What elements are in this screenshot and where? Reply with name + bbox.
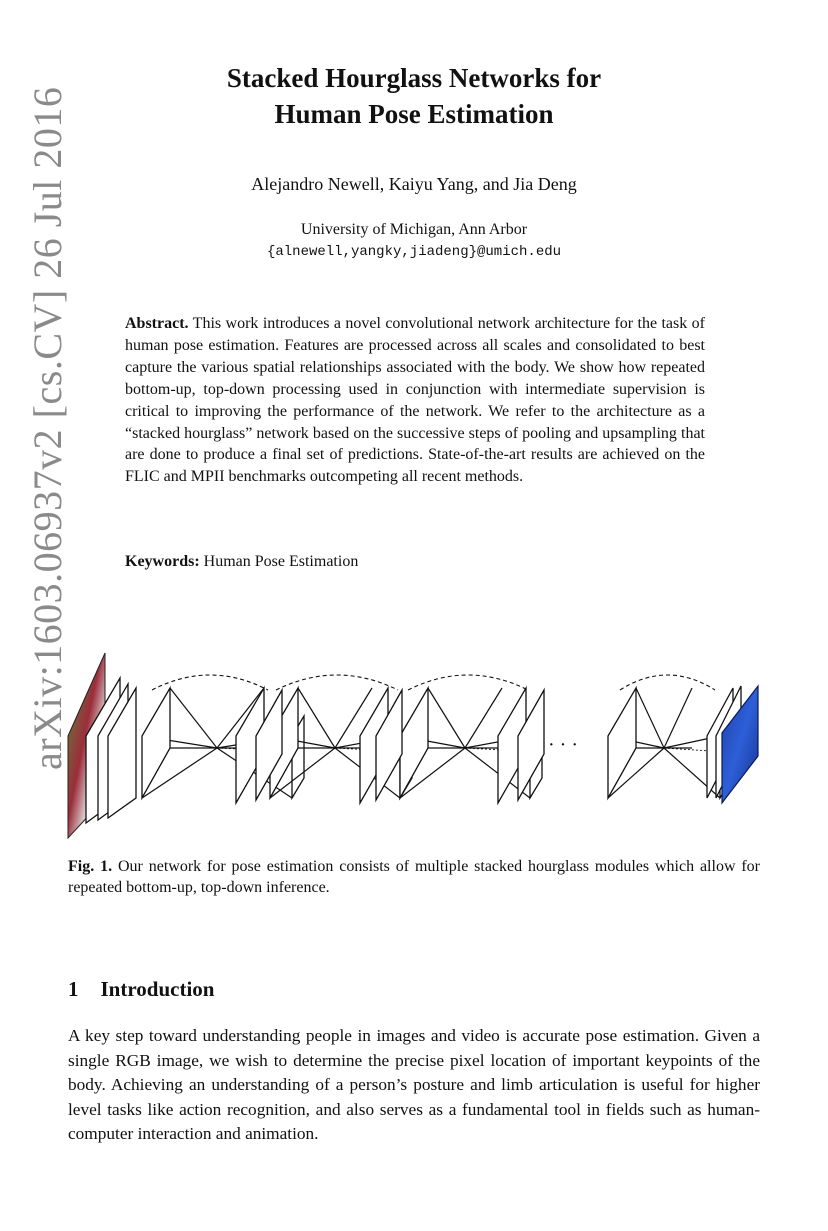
author-list: Alejandro Newell, Kaiyu Yang, and Jia Deng — [251, 174, 577, 194]
section-heading — [68, 977, 214, 1002]
affiliation: University of Michigan, Ann Arbor — [300, 221, 528, 238]
abstract — [125, 313, 705, 488]
module-ellipsis: · · · — [548, 734, 578, 756]
arxiv-identifier: arXiv:1603.06937v2 [cs.CV] 26 Jul 2016 — [25, 86, 70, 770]
abstract-label: Abstract. — [125, 315, 189, 332]
author-emails: {alnewell,yangky,jiadeng}@umich.edu — [266, 244, 562, 260]
keywords-label: Keywords: — [125, 553, 200, 570]
section-number: 1 — [68, 977, 79, 1001]
abstract-text: This work introduces a novel convolutional network architecture for the task of human pose estimation. Features are processed across all scales and consolidated to best capture the various spatial relationships associated with the body. We show how repeated bottom-up, top-down processing used in conjunction with intermediate supervision is critical to improving the performance of the network. We refer to the architecture as a “stacked hourglass” network based on the successive steps of pooling and upsampling that are done to produce a final set of predictions. State-of-the-art results are achieved on the FLIC and MPII benchmarks outcompeting all recent methods. — [125, 315, 705, 486]
hourglass-entry-face — [400, 688, 428, 798]
encoder-edge — [428, 688, 465, 748]
keywords — [125, 553, 705, 571]
encoder-edge — [170, 688, 217, 748]
hourglass-modules — [142, 688, 732, 803]
skip-arc — [408, 675, 528, 690]
caption-text: Our network for pose estimation consists of multiple stacked hourglass modules which allow for repeated bottom-up, top-down inference. — [68, 858, 761, 896]
paper-title — [0, 60, 828, 132]
intro-paragraph: A key step toward understanding people in images and video is accurate pose estimation. Given a single RGB image, we wish to determine the precise pixel location of important keypoints of the body. Achieving an understanding of a person’s posture and limb articulation is useful for higher level tasks like action recognition, and also serves as a fundamental tool in fields such as human-computer interaction and animation. — [68, 1026, 760, 1144]
title-line-1: Stacked Hourglass Networks for — [226, 63, 602, 93]
decoder-edge — [664, 688, 692, 748]
keywords-text: Human Pose Estimation — [203, 553, 359, 570]
figure-caption — [68, 856, 760, 898]
affiliation-block — [0, 219, 828, 263]
hourglass-entry-face — [608, 688, 636, 798]
decoder-edge — [465, 688, 502, 748]
skip-arc — [620, 675, 715, 690]
encoder-edge — [636, 688, 664, 748]
title-line-2: Human Pose Estimation — [274, 99, 554, 129]
skip-arc — [276, 675, 398, 690]
hourglass-network-figure — [60, 648, 770, 844]
caption-label: Fig. 1. — [68, 858, 113, 875]
section-title: Introduction — [100, 977, 215, 1001]
skip-connections — [152, 675, 715, 690]
